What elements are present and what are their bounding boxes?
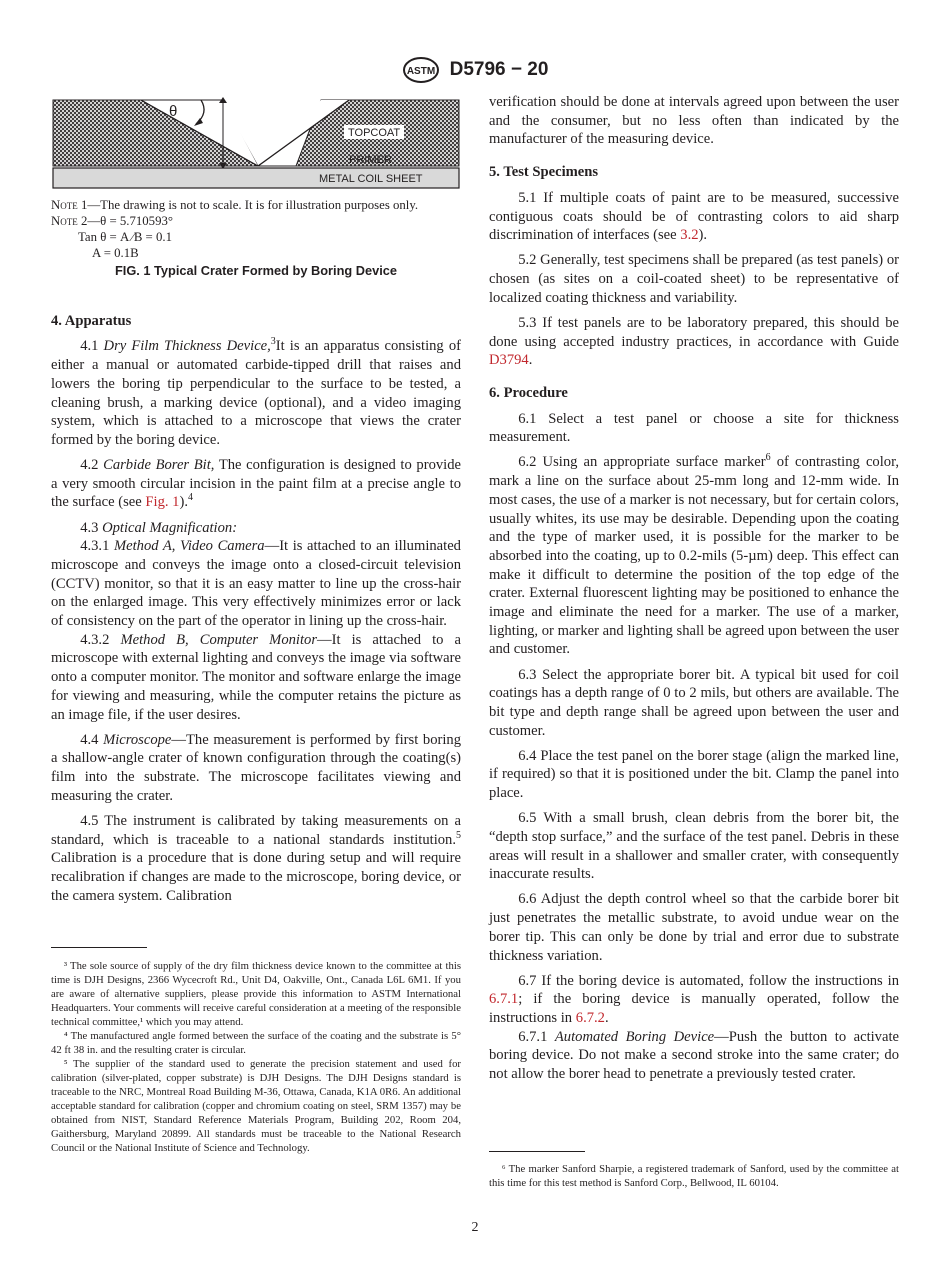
footnote-rule-left [51,947,147,948]
para-6-3: 6.3 Select the appropriate borer bit. A typical bit used for coil coatings has a depth range of 0 to 2 mils, but others are available. The bit type and depth range shall be agreed upon between the user and customer. [489,666,899,739]
para-5-2: 5.2 Generally, test specimens shall be prepared (as test panels) or chosen (as sites on a coil-coated sheet) to be representative of localized coating thickness and variability. [489,252,899,306]
para-4-2: 4.2 Carbide Borer Bit, The configuration is designed to provide a very smooth circular incision in the paint film at a precise angle to the surface (see Fig. 1).$^4$ [51,457,461,511]
footnotes-right [489,1162,899,1190]
theta-label: θ [169,103,178,120]
figure-notes [51,197,461,261]
metal-label: METAL COIL SHEET [319,173,423,185]
footnote-5: ⁵ The supplier of the standard used to generate the precision statement and used for calibration (silver-plated, copper substrate) is DJH Designs. The DJH Designs standard is traceable to the NRC, Montreal Road Building M-36, Ottawa, Canada, K1A 0R6. An additional acceptable standard for calibration (copper and chromium coating on steel, SRM 1357) may be obtained from NIST, Standard Reference Materials Program, Building 202, Room 204, Gaithersburg, Maryland 20899. All standards must be traceable to the National Research Council or the National Institute of Science and Technology. [51,1058,461,1154]
continuation-text: verification should be done at intervals agreed upon between the user and the consumer, but no less often than indicated by the manufacturer of the measuring device. [489,94,899,148]
fig-1-link[interactable]: Fig. 1 [145,494,180,511]
a-line: A = 0.1B [92,246,139,260]
para-4-1: 4.1 Dry Film Thickness Device,$^3$It is an apparatus consisting of either a manual or automated carbide-tipped drill that raises and lowers the boring tip perpendicular to the surface to be tested, a cleaning brush, a marking device (optional), and a video imaging system, which is attached to a microscope that views the crater formed by the boring device. [51,336,461,448]
d3794-link[interactable]: D3794 [489,352,529,369]
tan-line: Tan θ = A ⁄B = 0.1 [78,230,172,244]
footnote-4: ⁴ The manufactured angle formed between the surface of the coating and the substrate is 5° 42 ft 38 in. and the resulting crater is circular. [51,1030,461,1056]
para-6-6: 6.6 Adjust the depth control wheel so that the carbide borer bit just penetrates the metallic substrate, to avoid undue wear on the borer tip. This can only be done by trial and error due to substrate thickness variation. [489,891,899,964]
crater-figure [51,93,461,189]
apparatus-heading: 4. Apparatus [51,312,132,329]
para-4-5: 4.5 The instrument is calibrated by taking measurements on a standard, which is traceable to a national standards institution.$^5$ Calibration is a procedure that is done during setup and will require recalibration if changes are made to the microscope, boring device, or the camera system. Calibration [51,812,461,904]
specimens-heading: 5. Test Specimens [489,164,599,181]
astm-logo [402,56,440,84]
para-4-4: 4.4 Microscope—The measurement is performed by first boring a shallow-angle crater of known configuration through the coating(s) film into the substrate. The microscope facilitates viewing and measuring the crater. [51,731,462,804]
ref-3-2-link[interactable]: 3.2 [680,227,699,244]
para-6-2: 6.2 Using an appropriate surface marker$^6$ of contrasting color, mark a line on the surface about 25-mm long and 12-mm wide. In most cases, the use of a marker is not necessary, but for certain colors, usually whites, its use may be desirable. Depending upon the coating and the type of marker used, it is possible for the marker to be absorbed into the coating, up to 0.2-mils (5-µm) deep. This effect can make it difficult to determine the position of the top edge of the crater. External fluorescent lighting may be positioned to enhance the image and eliminate the need for a marker. The use of a marker, lighting, or marker and lighting shall be agreed upon between the user and customer. [489,452,899,658]
designation: D5796 − 20 [449,59,549,80]
footnote-3: ³ The sole source of supply of the dry film thickness device known to the committee at this time is DJH Designs, 2366 Wycecroft Rd., Unit D4, Oakville, Ont., Canada L6L 6M1. If you are aware of alternative suppliers, please provide this information to ASTM International Headquarters. Your comments will receive careful consideration at a meeting of the responsible technical committee,¹ which you may attend. [51,960,461,1028]
note-1: Note 1—The drawing is not to scale. It is for illustration purposes only. [51,198,419,212]
para-4-3-2: 4.3.2 Method B, Computer Monitor—It is attached to a microscope with external lighting and conveys the image via software onto a computer monitor. The monitor and software enlarge the image for viewing and measuring, while the computer retains the picture as an image file, if the user desires. [51,631,461,723]
figure-caption: FIG. 1 Typical Crater Formed by Boring Device [114,263,398,278]
para-4-3-1: 4.3.1 Method A, Video Camera—It is attached to an illuminated microscope and conveys the image onto a closed-circuit television (CCTV) monitor, so that it is an easy matter to line up the cross-hair on the enlarged image. This very effectively minimizes error or lack of consistency on the part of the operator in lining up the cross-hair. [51,538,461,630]
right-column [489,93,899,1084]
procedure-heading: 6. Procedure [489,384,568,401]
primer-label: PRIMER [349,154,392,166]
ref-6-7-2-link[interactable]: 6.7.2 [575,1010,605,1027]
para-5-3: 5.3 If test panels are to be laboratory prepared, this should be done using accepted industry practices, in accordance with Guide D3794. [489,314,899,369]
logo-text: ASTM [406,66,435,77]
ref-6-7-1-link[interactable]: 6.7.1 [489,991,519,1008]
para-4-3: 4.3 Optical Magnification: [80,519,238,536]
para-6-5: 6.5 With a small brush, clean debris from the borer bit, the “depth stop surface,” and the surface of the test panel. Debris in these areas will result in a shallower and smaller crater, with consequently inaccurate results. [489,810,899,883]
footnotes-left [51,959,461,1155]
para-6-7: 6.7 If the boring device is automated, follow the instructions in 6.7.1; if the boring device is manually operated, follow the instructions in 6.7.2. [489,972,899,1027]
para-6-7-1: 6.7.1 Automated Boring Device—Push the button to activate boring device. Do not make a second stroke into the same crater; do not allow the borer head to penetrate a previously tested crater. [489,1028,899,1083]
footnote-rule-right [489,1151,585,1152]
left-column [51,93,461,905]
page-header [0,56,950,84]
para-6-1: 6.1 Select a test panel or choose a site for thickness measurement. [489,410,899,446]
page-number: 2 [471,1220,479,1235]
para-5-1: 5.1 If multiple coats of paint are to be measured, successive contiguous coats should be of contrasting colors to aid sharp discrimination of interfaces (see 3.2). [489,189,899,244]
topcoat-label: TOPCOAT [348,127,401,139]
note-2: Note 2—θ = 5.710593° [51,214,173,228]
footnote-6: ⁶ The marker Sanford Sharpie, a registered trademark of Sanford, used by the committee at this time for this test method is Sanford Corp., Bellwood, IL 60104. [489,1163,899,1189]
para-6-4: 6.4 Place the test panel on the borer stage (align the marked line, if required) so that it is positioned under the bit. Clamp the panel into place. [489,747,899,802]
